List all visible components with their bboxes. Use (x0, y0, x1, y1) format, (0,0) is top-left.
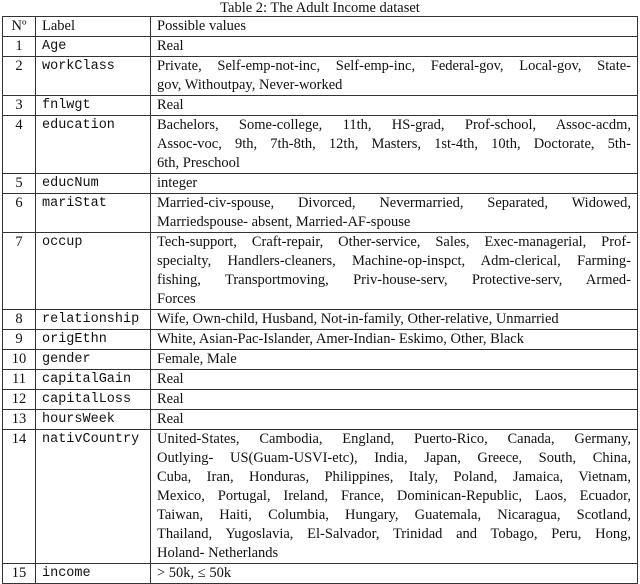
value-line: Outlying- US(Guam-USVI-etc), India, Japan, Greece, South, China, (157, 450, 631, 466)
value-line: 6th, Preschool (157, 155, 240, 171)
header-number: Nº (3, 17, 36, 37)
table-row (3, 174, 638, 194)
row-values (151, 390, 638, 410)
row-number: 8 (3, 310, 36, 330)
table-row (3, 390, 638, 410)
value-line: Tech-support, Craft-repair, Other-service, Sales, Exec-managerial, Prof- (157, 234, 631, 250)
row-number: 9 (3, 330, 36, 350)
value-line: Cuba, Iran, Honduras, Philippines, Italy, Poland, Jamaica, Vietnam, (157, 469, 631, 485)
row-number: 15 (3, 564, 36, 584)
value-line: fishing, Transportmoving, Priv-house-serv, Protective-serv, Armed- (157, 272, 631, 288)
value-line: Real (157, 38, 184, 54)
row-values (151, 410, 638, 430)
value-line: Assoc-voc, 9th, 7th-8th, 12th, Masters, 1st-4th, 10th, Doctorate, 5th- (157, 136, 631, 152)
row-number: 6 (3, 194, 36, 233)
table-row (3, 233, 638, 310)
row-values (151, 116, 638, 174)
table-caption: Table 2: The Adult Income dataset (220, 0, 420, 16)
row-values (151, 37, 638, 57)
value-line: Holand- Netherlands (157, 545, 279, 561)
value-line: Private, Self-emp-not-inc, Self-emp-inc, Federal-gov, Local-gov, State- (157, 58, 631, 74)
header-values: Possible values (151, 17, 638, 37)
table-row (3, 37, 638, 57)
table-row (3, 564, 638, 584)
value-line: Bachelors, Some-college, 11th, HS-grad, Prof-school, Assoc-acdm, (157, 117, 631, 133)
value-line: Real (157, 371, 184, 387)
row-number: 13 (3, 410, 36, 430)
table-row (3, 194, 638, 233)
value-line: Real (157, 411, 184, 427)
value-line: Married-civ-spouse, Divorced, Nevermarried, Separated, Widowed, (157, 195, 631, 211)
row-values (151, 350, 638, 370)
value-line: Taiwan, Haiti, Columbia, Hungary, Guatemala, Nicaragua, Scotland, (157, 507, 631, 523)
row-number: 1 (3, 37, 36, 57)
row-number: 10 (3, 350, 36, 370)
table-row (3, 370, 638, 390)
row-number: 2 (3, 57, 36, 96)
row-label: fnlwgt (36, 96, 151, 116)
value-line: United-States, Cambodia, England, Puerto-Rico, Canada, Germany, (157, 431, 631, 447)
row-number: 5 (3, 174, 36, 194)
row-label: workClass (36, 57, 151, 96)
row-values (151, 233, 638, 310)
value-line: Wife, Own-child, Husband, Not-in-family, Other-relative, Unmarried (157, 311, 559, 327)
row-label: Age (36, 37, 151, 57)
table-row (3, 116, 638, 174)
value-line: Mexico, Portugal, Ireland, France, Dominican-Republic, Laos, Ecuador, (157, 488, 631, 504)
value-line: Marriedspouse- absent, Married-AF-spouse (157, 214, 411, 230)
value-line: White, Asian-Pac-Islander, Amer-Indian- Eskimo, Other, Black (157, 331, 524, 347)
table-row (3, 310, 638, 330)
row-label: origEthn (36, 330, 151, 350)
row-number: 11 (3, 370, 36, 390)
header-label: Label (36, 17, 151, 37)
row-label: educNum (36, 174, 151, 194)
row-label: mariStat (36, 194, 151, 233)
row-number: 7 (3, 233, 36, 310)
row-values (151, 310, 638, 330)
value-line: Forces (157, 291, 196, 307)
row-values (151, 330, 638, 350)
table-row (3, 57, 638, 96)
row-number: 12 (3, 390, 36, 410)
row-number: 3 (3, 96, 36, 116)
row-label: relationship (36, 310, 151, 330)
row-label: hoursWeek (36, 410, 151, 430)
value-line: Thailand, Yugoslavia, El-Salvador, Trinidad and Tobago, Peru, Hong, (157, 526, 631, 542)
adult-income-table (2, 16, 638, 584)
row-number: 14 (3, 430, 36, 564)
row-values (151, 370, 638, 390)
row-values (151, 96, 638, 116)
value-line: integer (157, 175, 198, 191)
row-values (151, 174, 638, 194)
value-line: Female, Male (157, 351, 237, 367)
table-row (3, 330, 638, 350)
row-label: nativCountry (36, 430, 151, 564)
table-row (3, 410, 638, 430)
value-line: Real (157, 97, 184, 113)
row-label: capitalLoss (36, 390, 151, 410)
table-header-row (3, 17, 638, 37)
row-values (151, 194, 638, 233)
value-line: specialty, Handlers-cleaners, Machine-op-inspct, Adm-clerical, Farming- (157, 253, 631, 269)
row-label: occup (36, 233, 151, 310)
row-label: gender (36, 350, 151, 370)
row-label: income (36, 564, 151, 584)
row-number: 4 (3, 116, 36, 174)
table-row (3, 350, 638, 370)
value-line: gov, Withoutpay, Never-worked (157, 77, 343, 93)
value-line: Real (157, 391, 184, 407)
row-label: capitalGain (36, 370, 151, 390)
row-values (151, 57, 638, 96)
row-values (151, 430, 638, 564)
row-label: education (36, 116, 151, 174)
table-row (3, 96, 638, 116)
table-row (3, 430, 638, 564)
value-line: > 50k, ≤ 50k (157, 565, 232, 581)
row-values (151, 564, 638, 584)
